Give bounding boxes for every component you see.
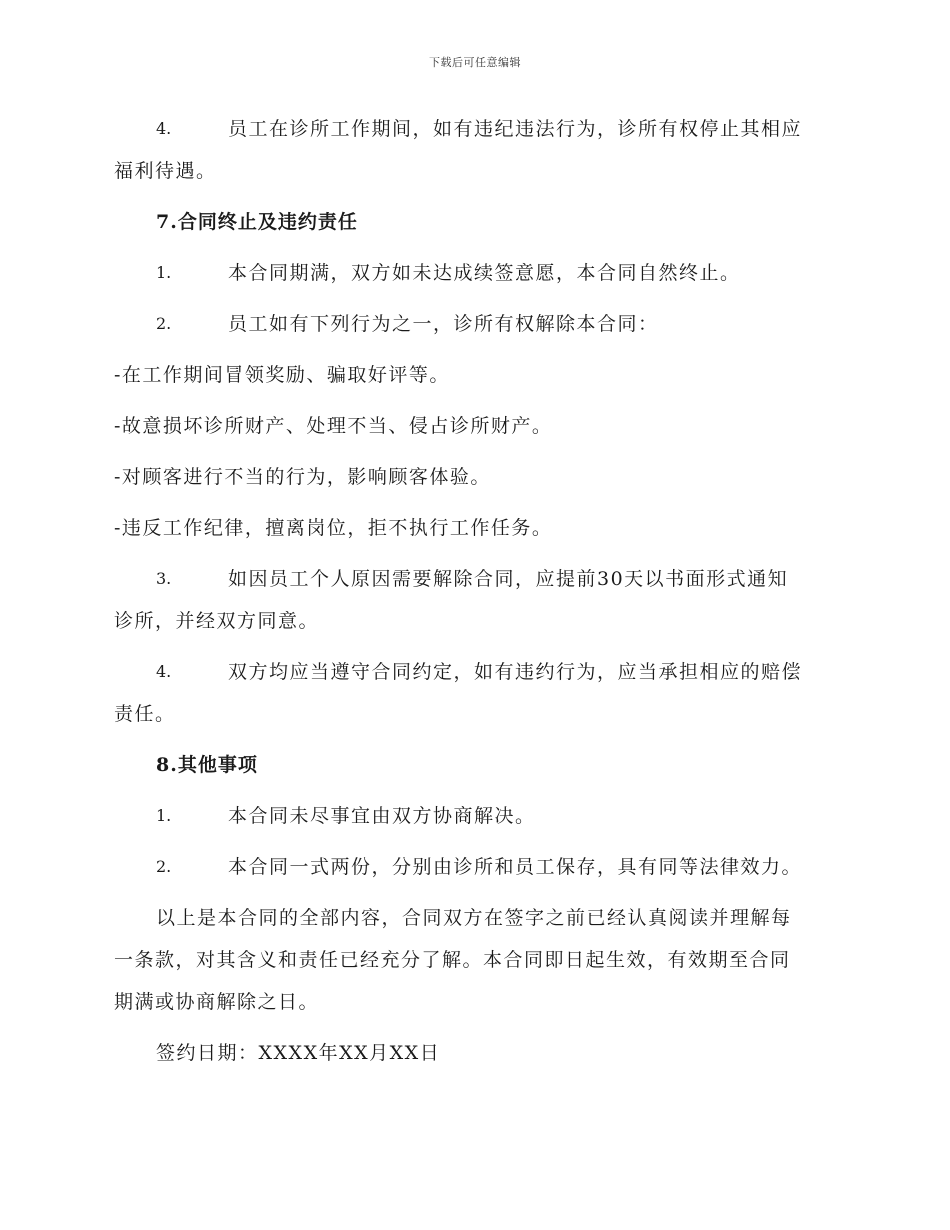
clause-text-line: 如因员工个人原因需要解除合同，应提前30天以书面形式通知 (228, 568, 789, 590)
clause-text-line: 福利待遇。 (114, 160, 217, 182)
section-heading-7: 7.合同终止及违约责任 (156, 211, 358, 233)
dash-list-item: -在工作期间冒领奖励、骗取好评等。 (114, 364, 450, 386)
clause-text-line: 本合同一式两份，分别由诊所和员工保存，具有同等法律效力。 (228, 856, 803, 878)
closing-text-line: 一条款，对其含义和责任已经充分了解。本合同即日起生效，有效期至合同 (114, 949, 791, 971)
clause-item (114, 303, 834, 345)
clause-number: 4. (156, 662, 172, 681)
dash-list-item: -故意损坏诊所财产、处理不当、侵占诊所财产。 (114, 415, 553, 437)
clause-text-line: 诊所，并经双方同意。 (114, 610, 320, 632)
closing-text-line: 以上是本合同的全部内容，合同双方在签字之前已经认真阅读并理解每 (156, 907, 792, 929)
clause-text-line: 本合同未尽事宜由双方协商解决。 (228, 805, 536, 827)
clause-number: 1. (156, 263, 172, 282)
clause-number: 2. (156, 314, 172, 333)
document-body (114, 108, 834, 1074)
clause-item (114, 795, 834, 837)
clause-text-line: 员工如有下列行为之一，诊所有权解除本合同： (228, 313, 659, 335)
clause-text-line: 员工在诊所工作期间，如有违纪违法行为，诊所有权停止其相应 (228, 118, 803, 140)
clause-item (114, 651, 834, 735)
clause-item (114, 558, 834, 642)
dash-list-item: -对顾客进行不当的行为，影响顾客体验。 (114, 466, 491, 488)
section-heading-8: 8.其他事项 (156, 754, 258, 776)
dash-list-item: -违反工作纪律，擅离岗位，拒不执行工作任务。 (114, 517, 553, 539)
clause-number: 4. (156, 119, 172, 138)
header-note: 下载后可任意编辑 (429, 56, 521, 69)
clause-item (114, 252, 834, 294)
closing-paragraph (114, 897, 834, 1023)
clause-text-line: 责任。 (114, 703, 176, 725)
signature-date: 签约日期：XXXX年XX月XX日 (156, 1042, 441, 1064)
clause-text-line: 本合同期满，双方如未达成续签意愿，本合同自然终止。 (228, 262, 741, 284)
clause-number: 3. (156, 569, 172, 588)
clause-number: 1. (156, 806, 172, 825)
closing-text-line: 期满或协商解除之日。 (114, 991, 320, 1013)
clause-text-line: 双方均应当遵守合同约定，如有违约行为，应当承担相应的赔偿 (228, 661, 803, 683)
clause-item (114, 846, 834, 888)
clause-item (114, 108, 834, 192)
clause-number: 2. (156, 857, 172, 876)
